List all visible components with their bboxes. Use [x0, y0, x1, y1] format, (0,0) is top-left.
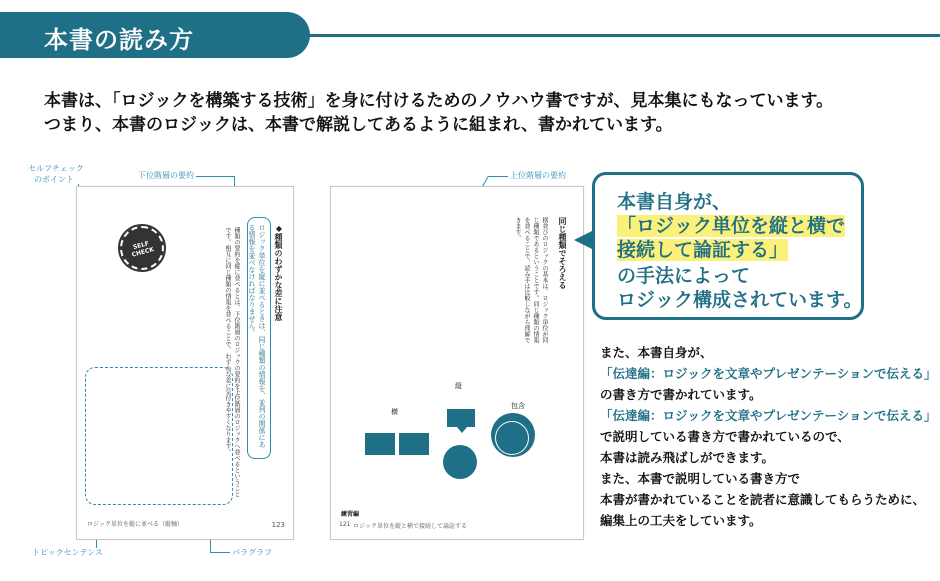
bubble-line-5: ロジック構成されています。: [617, 289, 863, 311]
right-page-tag: 練習編: [341, 511, 360, 518]
left-page: [76, 186, 294, 540]
callout-lower-summary: 下位階層の要約: [138, 171, 194, 180]
note-9: 編集上の工夫をしています。: [600, 513, 762, 528]
callout-upper-summary: 上位階層の要約: [510, 171, 566, 180]
note-6: 本書は読み飛ばしができます。: [600, 450, 775, 465]
left-page-body: 種類の要約を縦に並べるとは、下位階層のロジックの要約を上位階層のロジックへ並べるということです。相互に同じ種類の情報を並べることで、わずかな差に気付きやすくなります。: [224, 227, 240, 497]
bubble-line-3: 接続して論証する」: [617, 239, 789, 261]
diagram-box-2: [399, 433, 429, 455]
left-page-heading: ◆種類のわずかな差に注意: [274, 223, 284, 321]
left-page-number: 123: [271, 521, 285, 529]
diagram-inclusion-label: 包含: [511, 402, 525, 410]
diagram-circle: [443, 445, 477, 479]
leader-lower-h: [196, 176, 234, 177]
diagram-arrow: [457, 427, 467, 433]
summary-bubble: [592, 172, 864, 320]
intro-line-1: 本書は、「ロジックを構築する技術」を身に付けるためのノウハウ書ですが、見本集にもなっています。: [44, 91, 834, 111]
bubble-tail: [574, 230, 594, 250]
page-title: 本書の読み方: [44, 26, 194, 54]
diagram-box-top: [447, 409, 475, 427]
note-2: 「伝達編：ロジックを文章やプレゼンテーションで伝える」: [600, 366, 937, 381]
callout-self-check-2: のポイント: [34, 175, 74, 184]
right-page-number: 121: [339, 521, 351, 528]
note-4: 「伝達編：ロジックを文章やプレゼンテーションで伝える」: [600, 408, 937, 423]
right-page-body: 横並びのロジックの基本は、ロジック単位が同じ種類であるということです。同じ種類の情報を並べることで、読み手は比較しながら理解できます。: [514, 217, 548, 343]
diagram-horizontal-label: 横: [391, 408, 398, 416]
right-page-heading: 同じ種類でそろえる: [558, 217, 568, 289]
diagram-box-1: [365, 433, 395, 455]
summary-box: [247, 217, 271, 459]
intro-line-2: つまり、本書のロジックは、本書で解説してあるように組まれ、書かれています。: [44, 115, 673, 135]
self-check-seal: [120, 226, 164, 270]
note-7: また、本書で説明している書き方で: [600, 471, 801, 486]
diagram-inner-circle: [495, 421, 529, 455]
note-8: 本書が書かれていることを読者に意識してもらうために、: [600, 492, 926, 507]
bubble-line-1: 本書自身が、: [617, 191, 732, 213]
bubble-line-4: の手法によって: [617, 265, 751, 287]
right-page: [330, 186, 584, 540]
leader-paragraph-h: [210, 552, 230, 553]
callout-self-check: セルフチェック: [28, 164, 84, 173]
left-page-footer: ロジック単位を縦に並べる（縦軸）: [87, 521, 184, 528]
right-page-footer: ロジック単位を縦と横で接続して論証する: [353, 523, 468, 530]
header-rule: [300, 34, 940, 37]
note-3: の書き方で書かれています。: [600, 387, 762, 402]
leader-upper-h: [488, 176, 508, 177]
diagram-vertical-label: 縦: [455, 382, 462, 390]
seal-text: SELF CHECK: [131, 240, 155, 259]
bubble-line-2: 「ロジック単位を縦と横で: [617, 215, 846, 237]
callout-paragraph: パラグラフ: [232, 548, 272, 557]
note-1: また、本書自身が、: [600, 345, 713, 360]
note-5: で説明している書き方で書かれているので、: [600, 429, 850, 444]
summary-text: ロジック単位を縦に並べるときは、同じ種類の情報を、並列の関係にある情報を並べなければなりません。: [248, 224, 266, 448]
callout-topic-sentence: トピックセンテンス: [32, 548, 104, 557]
